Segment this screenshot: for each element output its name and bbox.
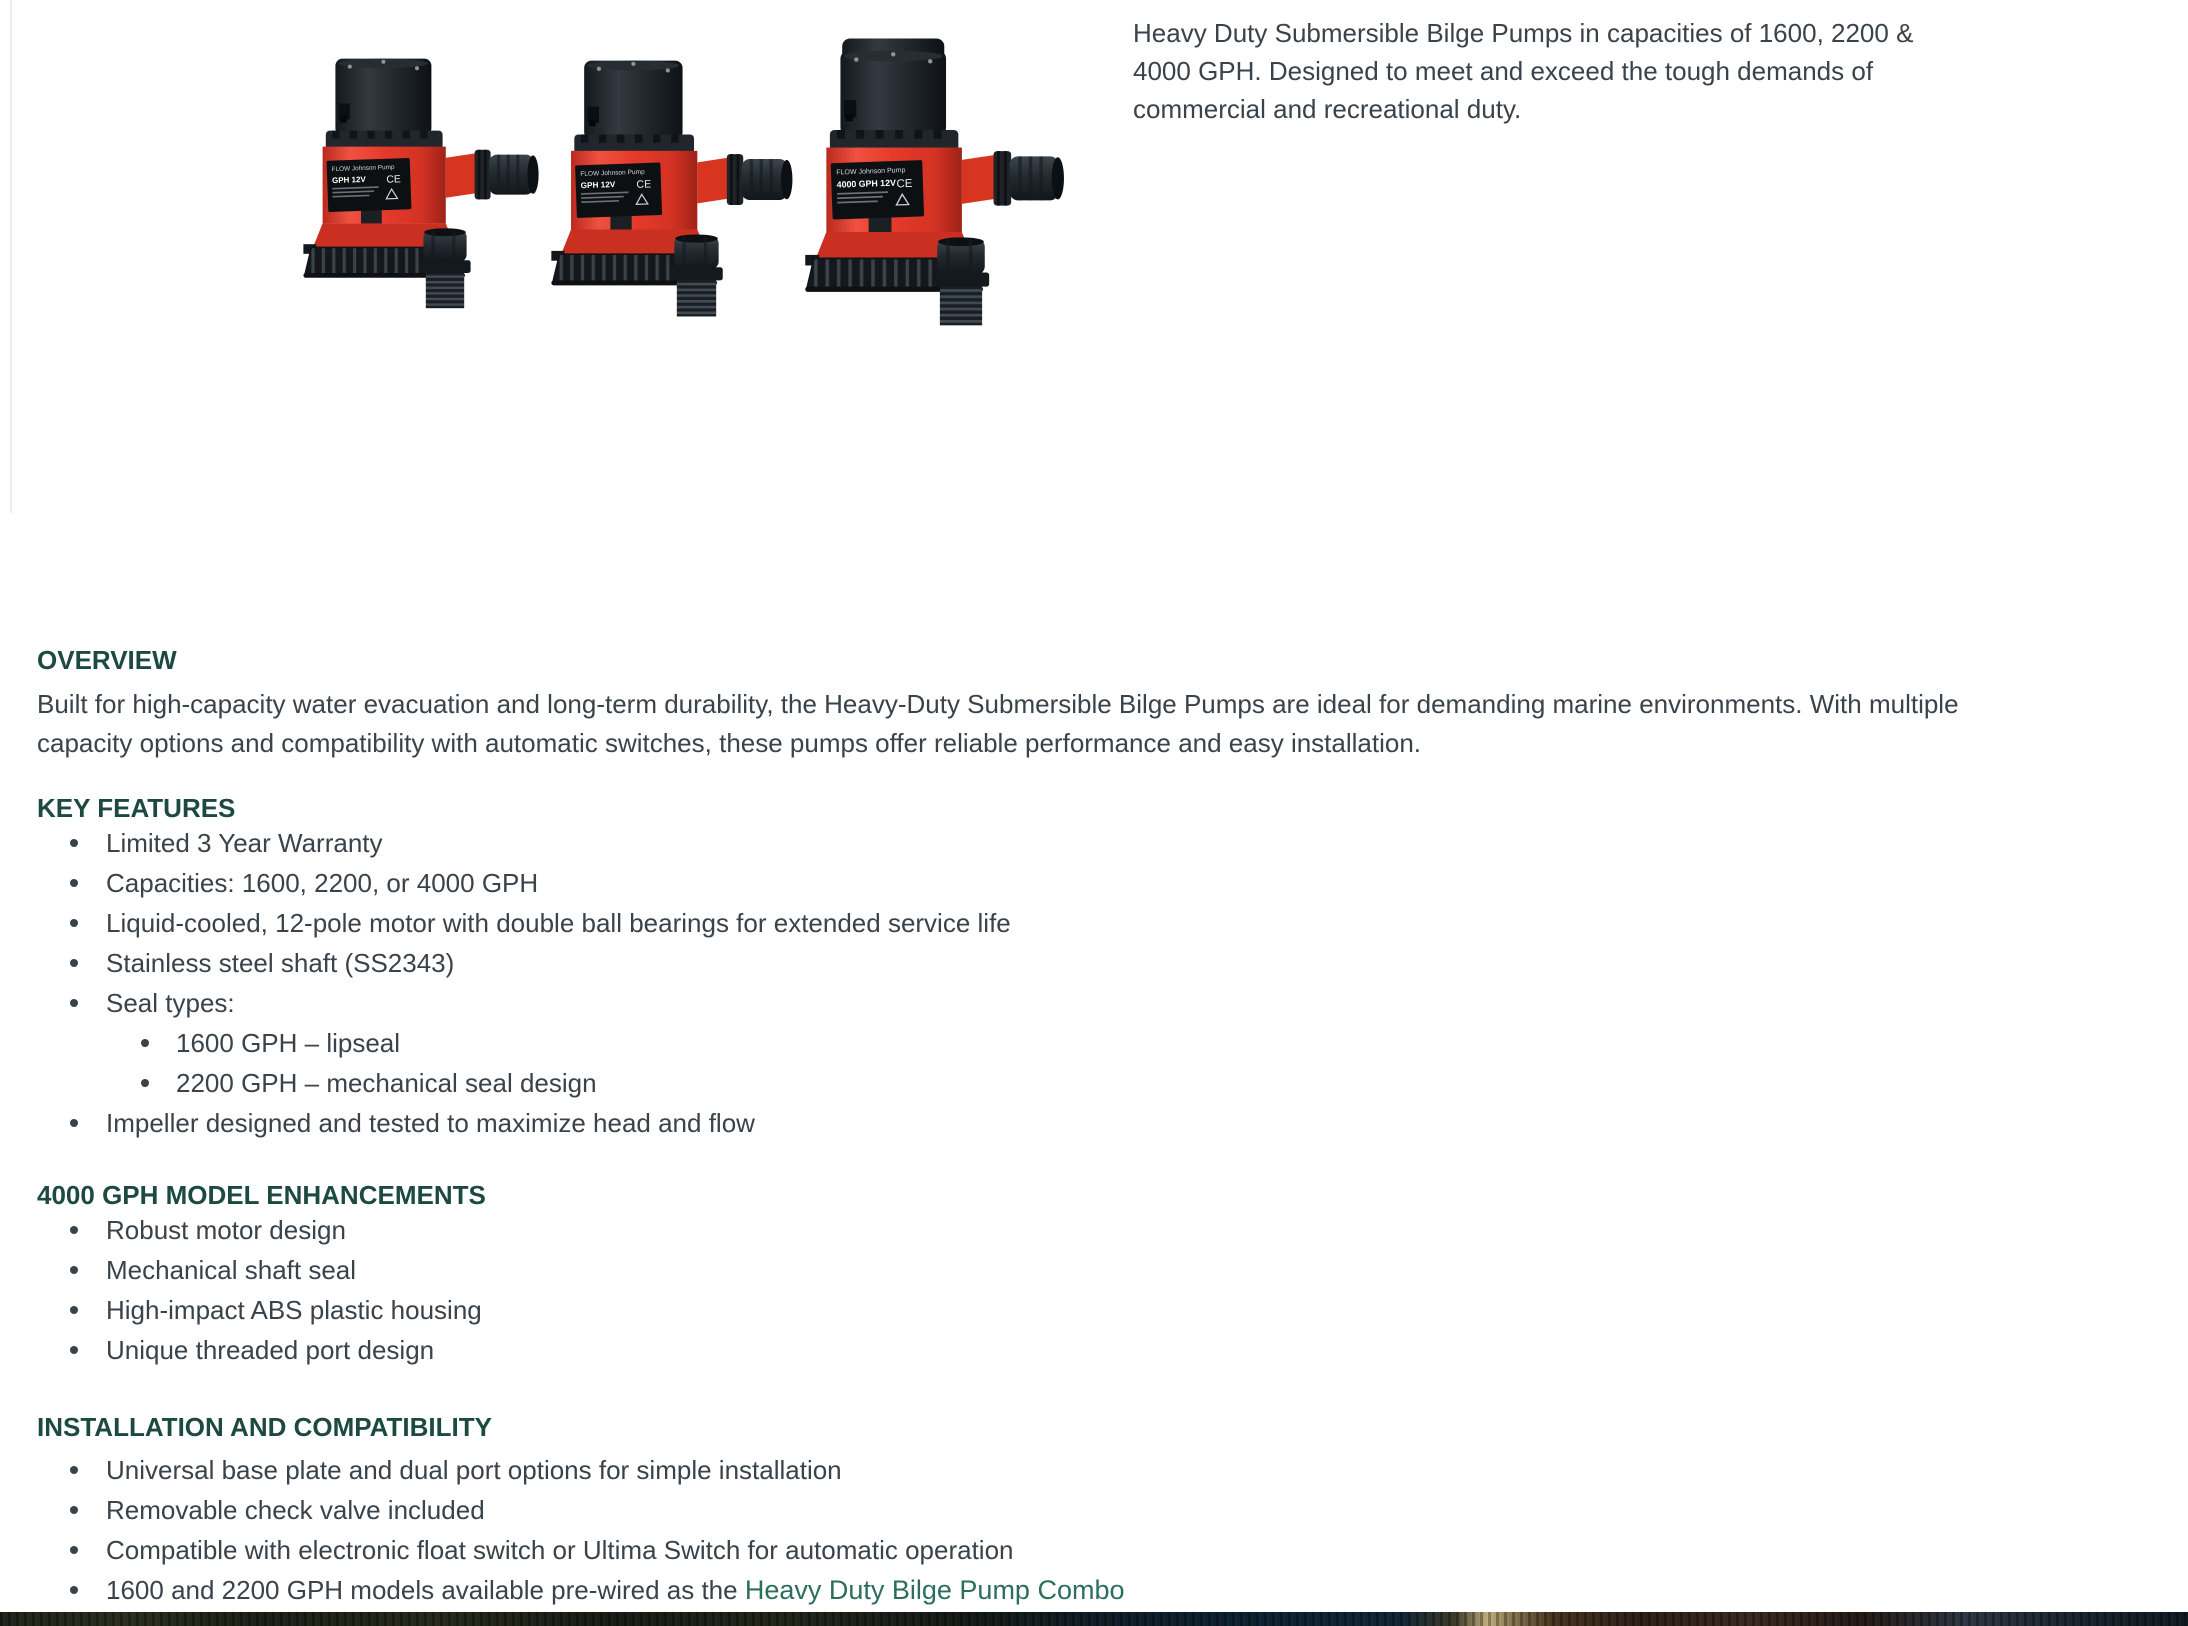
bullet-icon bbox=[70, 1346, 78, 1354]
description-line: Heavy Duty Submersible Bilge Pumps in capacities of 1600, 2200 & bbox=[1133, 18, 1914, 48]
pump-4000-label bbox=[831, 160, 924, 219]
bullet-icon bbox=[70, 839, 78, 847]
bullet-icon bbox=[70, 1466, 78, 1474]
installation-heading: INSTALLATION AND COMPATIBILITY bbox=[37, 1412, 492, 1442]
svg-text:4000 GPH 12V: 4000 GPH 12V bbox=[836, 177, 897, 190]
list-item: Impeller designed and tested to maximize head and flow bbox=[37, 1103, 2148, 1143]
list-item: Limited 3 Year Warranty bbox=[37, 823, 2148, 863]
bullet-icon bbox=[70, 879, 78, 887]
bullet-icon bbox=[70, 1226, 78, 1234]
description-line: commercial and recreational duty. bbox=[1133, 94, 1522, 124]
svg-text:GPH 12V: GPH 12V bbox=[580, 180, 616, 191]
list-item: Unique threaded port design bbox=[37, 1330, 2148, 1370]
overview-heading: OVERVIEW bbox=[37, 645, 177, 675]
list-item: Universal base plate and dual port options for simple installation bbox=[37, 1450, 2148, 1490]
pump-1600-label bbox=[327, 158, 412, 212]
enhancements-heading: 4000 GPH MODEL ENHANCEMENTS bbox=[37, 1180, 486, 1210]
bullet-icon bbox=[141, 1039, 149, 1047]
bottom-photo-strip bbox=[0, 1612, 2188, 1626]
pump-4000-image bbox=[805, 38, 1064, 325]
key-features-list bbox=[37, 823, 2148, 1143]
svg-text:FLOW Johnson Pump: FLOW Johnson Pump bbox=[836, 167, 906, 177]
bullet-icon bbox=[70, 1266, 78, 1274]
product-short-description bbox=[1133, 14, 2033, 128]
ce-mark: CE bbox=[896, 177, 913, 191]
list-item: Capacities: 1600, 2200, or 4000 GPH bbox=[37, 863, 2148, 903]
enhancements-list bbox=[37, 1210, 2148, 1370]
list-item bbox=[37, 1570, 2148, 1610]
pump-1600-image bbox=[303, 59, 538, 309]
product-photo-bilge-pumps bbox=[295, 35, 1070, 350]
list-item: Robust motor design bbox=[37, 1210, 2148, 1250]
bullet-icon bbox=[141, 1079, 149, 1087]
list-item: Compatible with electronic float switch or Ultima Switch for automatic operation bbox=[37, 1530, 2148, 1570]
svg-text:GPH 12V: GPH 12V bbox=[331, 174, 366, 186]
product-details-content bbox=[37, 645, 2148, 1610]
overview-line: Built for high-capacity water evacuation and long-term durability, the Heavy-Duty Submersible Bilge Pumps are ideal for demanding marine environments. With multiple bbox=[37, 689, 1959, 719]
sub-list-item: 2200 GPH – mechanical seal design bbox=[37, 1063, 2148, 1103]
list-item: Liquid-cooled, 12-pole motor with double ball bearings for extended service life bbox=[37, 903, 2148, 943]
ce-mark: CE bbox=[386, 174, 402, 186]
svg-text:FLOW Johnson Pump: FLOW Johnson Pump bbox=[580, 168, 645, 178]
pump-2200-label bbox=[575, 162, 662, 217]
bullet-icon bbox=[70, 999, 78, 1007]
bullet-icon bbox=[70, 1586, 78, 1594]
bullet-icon bbox=[70, 1546, 78, 1554]
bullet-icon bbox=[70, 919, 78, 927]
key-features-heading: KEY FEATURES bbox=[37, 793, 236, 823]
list-item: Removable check valve included bbox=[37, 1490, 2148, 1530]
sub-list-item: 1600 GPH – lipseal bbox=[37, 1023, 2148, 1063]
bullet-icon bbox=[70, 1119, 78, 1127]
bullet-icon bbox=[70, 959, 78, 967]
list-item: Mechanical shaft seal bbox=[37, 1250, 2148, 1290]
list-item: Stainless steel shaft (SS2343) bbox=[37, 943, 2148, 983]
panel-left-border bbox=[10, 0, 12, 513]
list-item: Seal types: bbox=[37, 983, 2148, 1023]
ce-mark: CE bbox=[636, 178, 652, 191]
bullet-icon bbox=[70, 1506, 78, 1514]
installation-list bbox=[37, 1450, 2148, 1610]
heavy-duty-bilge-pump-combo-link[interactable]: Heavy Duty Bilge Pump Combo bbox=[744, 1575, 1125, 1605]
pump-2200-image bbox=[551, 61, 792, 317]
description-line: 4000 GPH. Designed to meet and exceed the tough demands of bbox=[1133, 56, 1874, 86]
svg-text:FLOW Johnson Pump: FLOW Johnson Pump bbox=[331, 163, 395, 174]
combo-list-item-text bbox=[106, 1575, 1125, 1605]
bullet-icon bbox=[70, 1306, 78, 1314]
combo-item-prefix: 1600 and 2200 GPH models available pre-wired as the bbox=[106, 1575, 745, 1605]
overview-line: capacity options and compatibility with automatic switches, these pumps offer reliable performance and easy installation. bbox=[37, 728, 1422, 758]
list-item: High-impact ABS plastic housing bbox=[37, 1290, 2148, 1330]
overview-paragraph bbox=[37, 685, 2148, 763]
